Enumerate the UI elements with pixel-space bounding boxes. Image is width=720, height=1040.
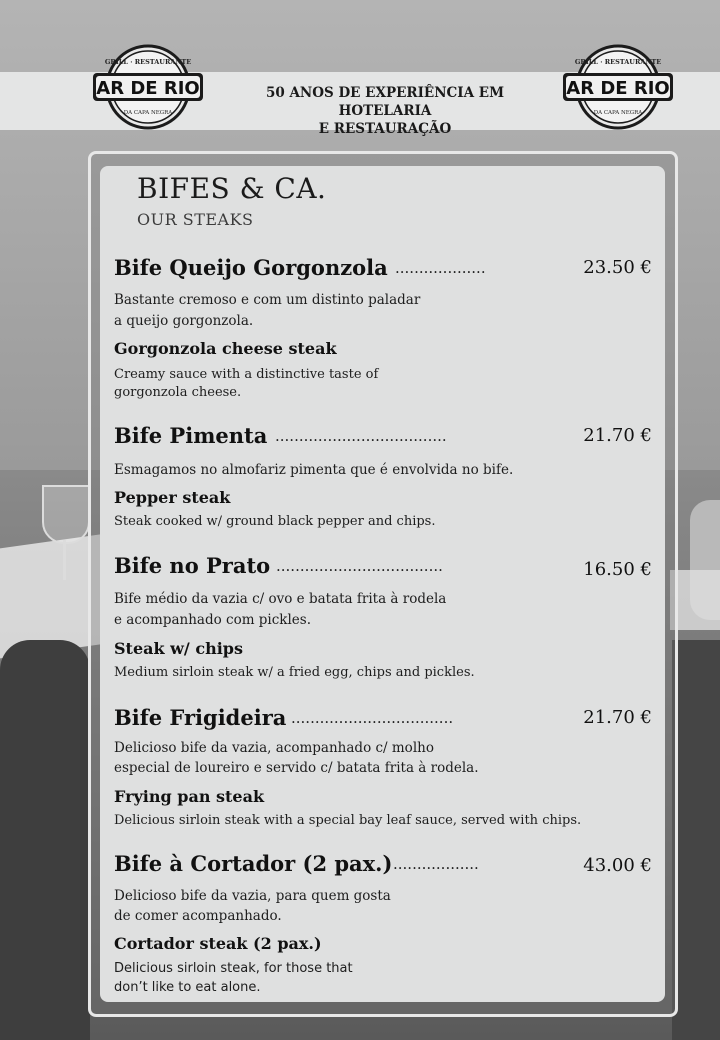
item-description-pt: Delicioso bife da vazia, para quem gosta	[114, 888, 391, 904]
item-description-en: Steak cooked w/ ground black pepper and chips.	[114, 514, 436, 529]
logo-bottom-text: · DA CAPA NEGRA ·	[120, 110, 176, 116]
item-description-pt: Bastante cremoso e com um distinto paladar	[114, 292, 421, 308]
item-description-en: Creamy sauce with a distinctive taste of	[114, 367, 379, 382]
section-title: BIFES & CA.	[137, 172, 327, 205]
item-description-pt: Esmagamos no almofariz pimenta que é envolvida no bife.	[114, 462, 514, 478]
item-name: Bife no Prato	[114, 553, 271, 578]
item-name: Bife Queijo Gorgonzola	[114, 255, 388, 280]
wine-glass-image	[42, 485, 90, 544]
item-name: Bife Pimenta	[114, 423, 268, 448]
item-description-en: don’t like to eat alone.	[114, 980, 261, 995]
logo-bottom-text: · DA CAPA NEGRA ·	[590, 110, 646, 116]
item-leader-dots: ..................	[393, 855, 479, 873]
item-leader-dots: ....................................	[275, 427, 447, 445]
logo-right	[561, 44, 675, 130]
wine-glass-stem	[63, 540, 66, 580]
logo-name: AR DE RIO	[566, 78, 670, 99]
tagline-line1: 50 ANOS DE EXPERIÊNCIA EM HOTELARIA	[265, 85, 505, 119]
item-price: 21.70 €	[583, 425, 652, 446]
item-name-en: Cortador steak (2 pax.)	[114, 934, 322, 953]
tagline	[220, 84, 550, 138]
section-subtitle: OUR STEAKS	[137, 210, 254, 229]
item-leader-dots: ...................................	[276, 557, 443, 575]
item-price: 16.50 €	[583, 559, 652, 580]
item-leader-dots: ...................	[395, 259, 486, 277]
background-chair-right	[672, 640, 720, 1040]
tagline-line2: E RESTAURAÇÃO	[318, 121, 452, 137]
item-description-pt: Bife médio da vazia c/ ovo e batata frita à rodela	[114, 591, 447, 607]
item-name-en: Frying pan steak	[114, 787, 265, 806]
logo-name: AR DE RIO	[96, 78, 200, 99]
item-price: 21.70 €	[583, 707, 652, 728]
item-name-en: Steak w/ chips	[114, 639, 243, 658]
item-description-en: Delicious sirloin steak, for those that	[114, 961, 353, 976]
background-chair	[0, 640, 90, 1040]
item-price: 43.00 €	[583, 855, 652, 876]
item-description-pt: e acompanhado com pickles.	[114, 612, 312, 628]
logo-top-text: GRILL · RESTAURANTE	[574, 58, 662, 66]
item-description-en: Delicious sirloin steak with a special bay leaf sauce, served with chips.	[114, 813, 582, 828]
item-name: Bife Frigideira	[114, 705, 287, 730]
logo-top-text: GRILL · RESTAURANTE	[104, 58, 192, 66]
item-description-en: Medium sirloin steak w/ a fried egg, chips and pickles.	[114, 665, 475, 680]
item-description-pt: a queijo gorgonzola.	[114, 313, 254, 329]
logo-left	[91, 44, 205, 130]
item-name-en: Pepper steak	[114, 488, 231, 507]
item-description-pt: especial de loureiro e servido c/ batata frita à rodela.	[114, 760, 479, 776]
item-description-en: gorgonzola cheese.	[114, 385, 242, 400]
item-name-en: Gorgonzola cheese steak	[114, 339, 337, 358]
item-name: Bife à Cortador (2 pax.)	[114, 851, 393, 876]
item-description-pt: de comer acompanhado.	[114, 908, 282, 924]
item-price: 23.50 €	[583, 257, 652, 278]
item-description-pt: Delicioso bife da vazia, acompanhado c/ molho	[114, 740, 434, 756]
item-leader-dots: ..................................	[291, 709, 454, 727]
